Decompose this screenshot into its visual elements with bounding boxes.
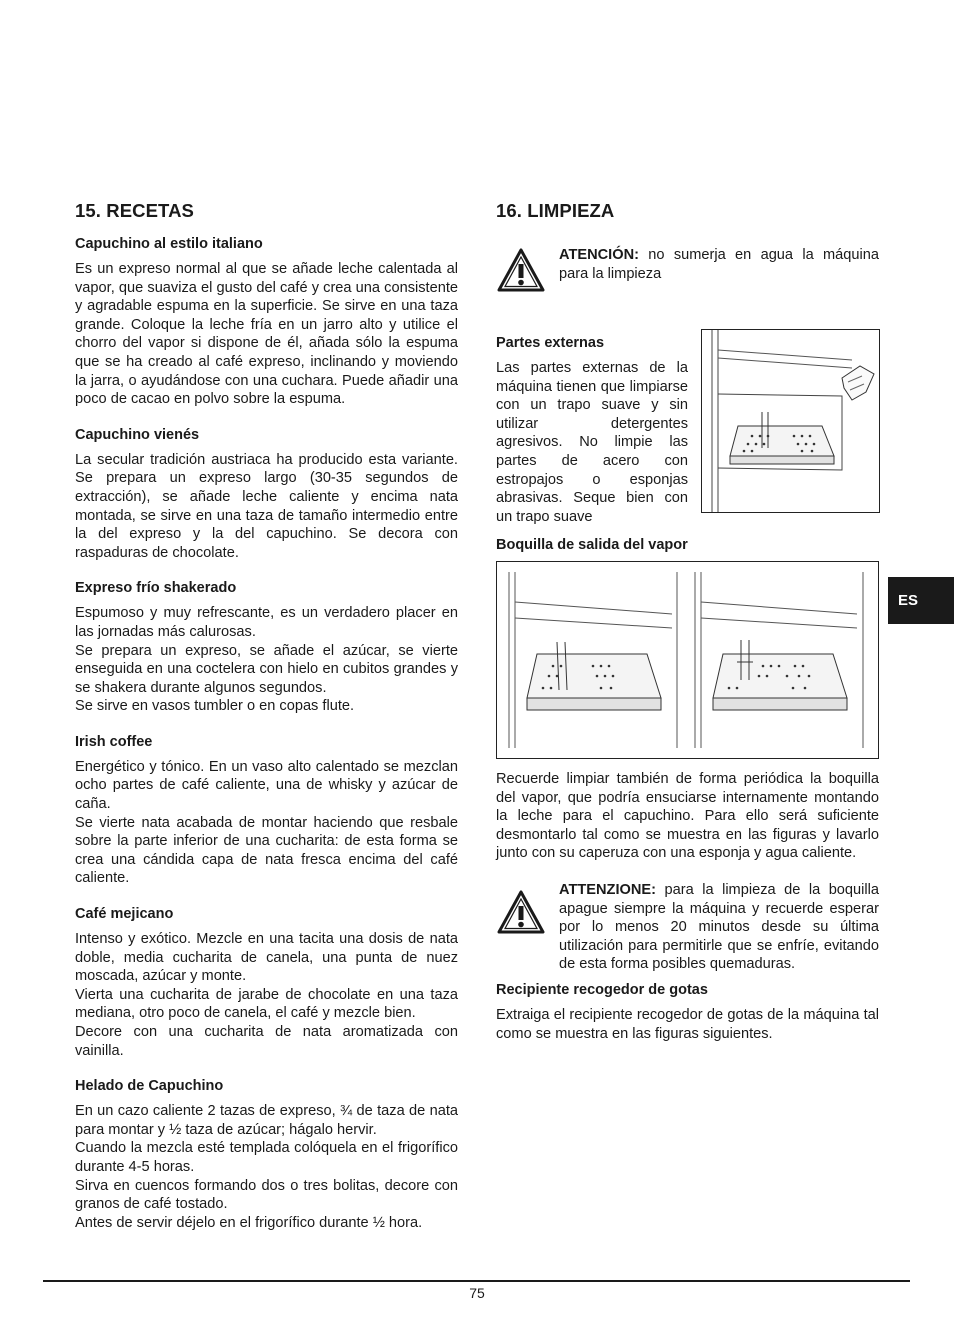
recipe-text: Antes de servir déjelo en el frigorífico durante ½ hora. [75, 1214, 423, 1231]
recipe-heading: Café mejicano [75, 906, 174, 923]
recipe-text: Sirva en cuencos formando dos o tres bolitas, decore con granos de café tostado. [75, 1177, 458, 1213]
recipe-heading: Helado de Capuchino [75, 1078, 224, 1095]
recipes-column [75, 200, 458, 1250]
cleaning-column [496, 200, 879, 1061]
recipe-text: Energético y tónico. En un vaso alto calentado se mezclan ocho partes de café caliente, una de whisky y azúcar de caña. [75, 758, 458, 813]
section-title-cleaning: 16. LIMPIEZA [496, 200, 615, 221]
recipe-heading: Irish coffee [75, 733, 153, 750]
recipe-capuchino-vienes [75, 427, 458, 563]
warning-immersion [496, 246, 879, 293]
warning-label: ATTENZIONE: [559, 881, 657, 898]
warning-triangle-icon [496, 889, 546, 935]
recipe-helado-capuchino [75, 1078, 458, 1232]
recipe-irish-coffee [75, 734, 458, 888]
recipe-text: Espumoso y muy refrescante, es un verdadero placer en las jornadas más calurosas. [75, 605, 458, 640]
recipe-text: Es un expreso normal al que se añade leche calentada al vapor, que suaviza el gusto del café y crea una consistente y agradable espuma en la superficie. Se sirve en una taza grande. Coloque la leche fría en un jarro alto y utilice el chorro del vapor si dispone de él, añada sólo la espuma que se ha creado al café expreso, inclinando y moviendo la jarra, o ayudándose con una cuchara. Puede añadir una poco de cacao en polvo sobre la espuma. [75, 261, 458, 408]
steam-nozzle-illustration [496, 561, 879, 759]
recipe-text: Se prepara un expreso, se añade el azúcar, se vierte enseguida en una coctelera con hielo en cubitos grandes y se shakera durante algunos segundos. [75, 642, 458, 696]
recipe-capuchino-italiano [75, 236, 458, 409]
drip-tray-text: Extraiga el recipiente recogedor de gotas de la máquina tal como se muestra en las figuras siguientes. [496, 1006, 879, 1042]
steam-nozzle-text: Recuerde limpiar también de forma periódica la boquilla del vapor, que podría ensuciarse internamente montando la leche para el capuchino. Para ello será suficiente desmontarlo tal como se muestra en las figuras y lavarlo junto con su caperuza con una esponja y agua caliente. [496, 771, 879, 862]
warning-text: para la limpieza de la boquilla apague siempre la máquina y recuerde esperar por lo menos 20 minutos desde su última utilización para permitirle que se enfríe, evitando de esta forma posibles quemaduras. [559, 881, 879, 973]
page-number: 75 [469, 1285, 485, 1301]
recipe-expreso-frio [75, 580, 458, 716]
warning-nozzle [496, 881, 879, 974]
recipe-text: Se vierte nata acabada de montar haciendo que resbale sobre la parte inferior de una cucharita: de esta forma se crea una cándida capa de nata fresca encima del café caliente. [75, 814, 458, 887]
warning-label: ATENCIÓN: [559, 247, 639, 263]
recipe-text: Se sirve en vasos tumbler o en copas flute. [75, 698, 355, 715]
recipe-heading: Expreso frío shakerado [75, 580, 237, 597]
warning-text: no sumerja en agua la máquina para la limpieza [559, 247, 879, 282]
footer-rule [43, 1280, 910, 1282]
warning-triangle-icon [496, 247, 546, 293]
recipe-heading: Capuchino vienés [75, 426, 200, 443]
steam-nozzle-heading: Boquilla de salida del vapor [496, 537, 688, 553]
recipe-text: En un cazo caliente 2 tazas de expreso, ¾ de taza de nata para montar y ½ taza de azúcar; hágalo hervir. [75, 1103, 458, 1138]
recipe-cafe-mejicano [75, 906, 458, 1060]
recipe-text: La secular tradición austriaca ha producido esta variante. Se prepara un expreso largo (30-35 segundos de extracción), se añade leche caliente y encima nata montada, se sirve en una taza de tamaño intermedio entre la del expreso y la del capuchino. Se decora con raspaduras de chocolate. [75, 451, 458, 561]
external-parts-section [496, 335, 879, 547]
recipe-text: Intenso y exótico. Mezcle en una tacita una dosis de nata doble, media cucharita de canela, una punta de nuez moscada, azúcar y monte. [75, 931, 458, 985]
external-parts-text: Las partes externas de la máquina tienen que limpiarse con un trapo suave y sin utilizar detergentes agresivos. No limpie las partes de acero con estropajos o esponjas abrasivas. Seque bien con un trapo suave [496, 360, 688, 525]
recipe-text: Cuando la mezcla esté templada colóquela en el frigorífico durante 4-5 horas. [75, 1140, 458, 1175]
external-parts-heading: Partes externas [496, 335, 605, 351]
drip-tray-heading: Recipiente recogedor de gotas [496, 981, 708, 998]
section-title-recipes: 15. RECETAS [75, 200, 194, 221]
drip-tray-section [496, 982, 879, 1043]
recipe-heading: Capuchino al estilo italiano [75, 236, 263, 252]
recipe-text: Vierta una cucharita de jarabe de chocolate en una taza mediana, otro poco de canela, el café y mezcle bien. [75, 986, 458, 1022]
steam-nozzle-section [496, 537, 879, 863]
recipe-text: Decore con una cucharita de nata aromatizada con vainilla. [75, 1024, 458, 1059]
machine-cleaning-illustration [701, 329, 880, 513]
language-tab: ES [888, 577, 954, 624]
